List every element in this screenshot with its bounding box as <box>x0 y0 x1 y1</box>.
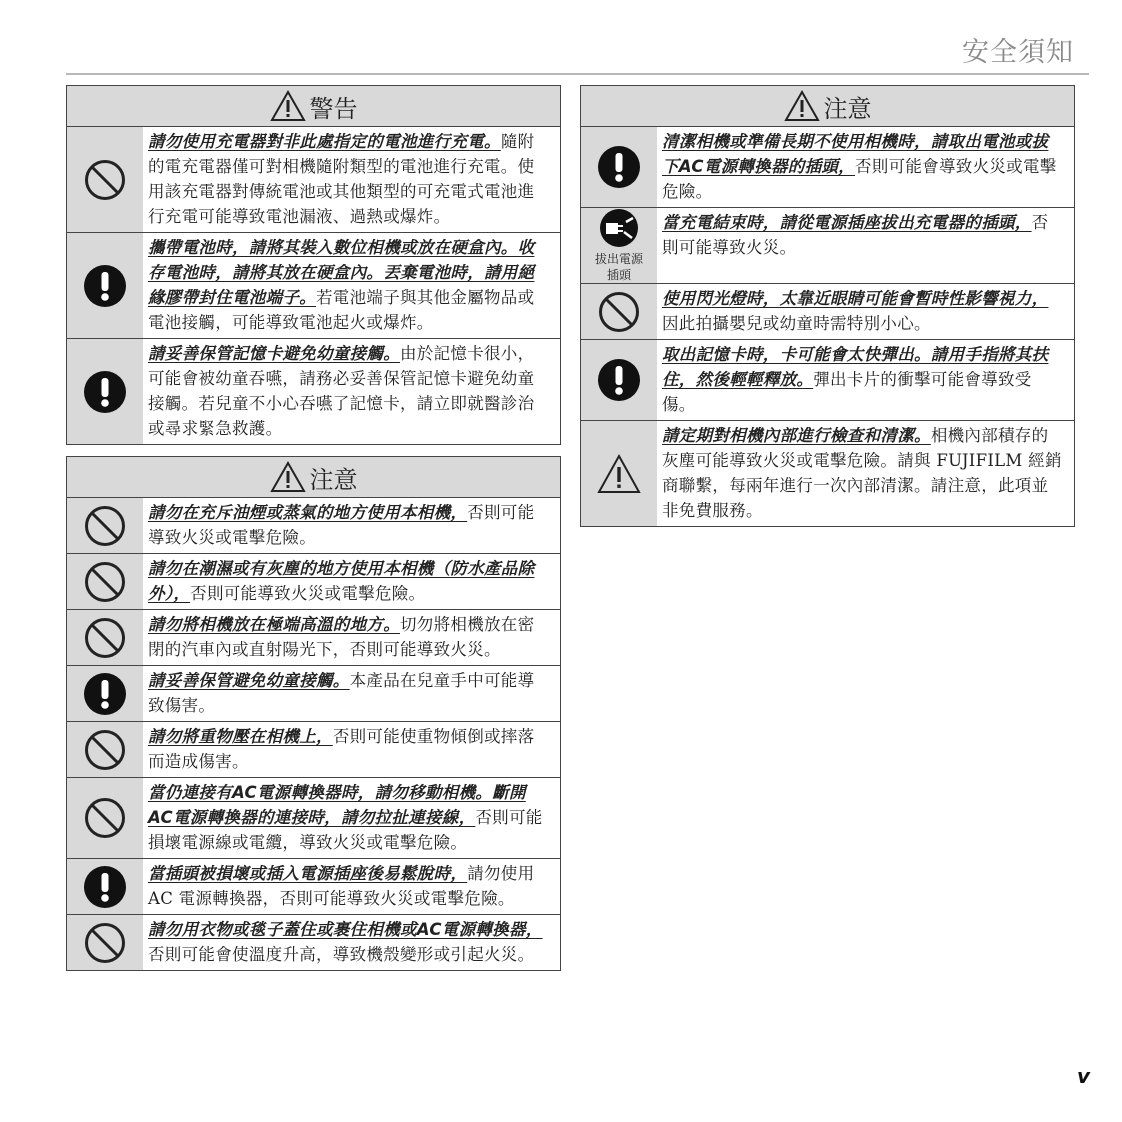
caution-item <box>67 777 560 858</box>
caution-item <box>581 207 1074 283</box>
item-text <box>143 127 560 232</box>
item-icon-cell <box>67 127 143 232</box>
item-text <box>143 666 560 721</box>
item-text <box>143 610 560 665</box>
page-title: 安全須知 <box>962 37 1074 68</box>
item-icon-cell <box>581 127 657 207</box>
item-emphasis: 請勿使用充電器對非此處指定的電池進行充電。 <box>148 132 501 151</box>
mandatory-icon <box>83 370 127 414</box>
item-emphasis: 請妥善保管避免幼童接觸。 <box>148 671 350 690</box>
item-detail: 請勿使用 AC 電源轉換器，否則可能導致火災或電擊危險。 <box>148 864 535 908</box>
item-icon-cell <box>67 859 143 914</box>
item-detail: 否則可能會使溫度升高，導致機殼變形或引起火災。 <box>148 945 535 964</box>
caution-item <box>67 665 560 721</box>
unplug-icon <box>599 208 639 248</box>
item-emphasis: 請勿用衣物或毯子蓋住或裹住相機或AC電源轉換器， <box>148 920 543 939</box>
item-detail: 因此拍攝嬰兒或幼童時需特別小心。 <box>662 314 931 333</box>
caution-item <box>67 232 560 338</box>
caution-item <box>67 609 560 665</box>
caution-item <box>67 498 560 553</box>
item-emphasis: 請勿在潮濕或有灰塵的地方使用本相機（防水產品除外）， <box>148 559 535 603</box>
prohibited-icon <box>83 796 127 840</box>
item-emphasis: 請勿將相機放在極端高溫的地方。 <box>148 615 400 634</box>
item-emphasis: 當充電結束時，請從電源插座拔出充電器的插頭， <box>662 213 1032 232</box>
item-detail: 切勿將相機放在密閉的汽車內或直射陽光下，否則可能導致火災。 <box>148 615 535 659</box>
caution-item <box>581 420 1074 526</box>
item-text <box>657 284 1074 339</box>
prohibited-icon <box>83 728 127 772</box>
item-emphasis: 取出記憶卡時，卡可能會太快彈出。請用手指將其扶住，然後輕輕釋放。 <box>662 345 1049 389</box>
item-text <box>657 421 1074 526</box>
caution-item <box>581 127 1074 207</box>
mandatory-icon <box>83 264 127 308</box>
item-icon-cell <box>581 421 657 526</box>
caution-item <box>67 338 560 444</box>
item-icon-cell <box>581 208 657 283</box>
item-text <box>143 339 560 444</box>
item-text <box>143 233 560 338</box>
item-text <box>657 127 1074 207</box>
item-detail: 否則可能會導致火災或電擊危險。 <box>662 157 1057 201</box>
item-detail: 否則可能使重物傾倒或摔落而造成傷害。 <box>148 727 535 771</box>
warning-triangle-icon <box>270 461 306 493</box>
item-emphasis: 清潔相機或準備長期不使用相機時，請取出電池或拔下AC電源轉換器的插頭， <box>662 132 1049 176</box>
item-detail: 否則可能導致火災或電擊危險。 <box>148 503 535 547</box>
warning-triangle-icon <box>596 453 642 495</box>
item-emphasis: 攜帶電池時，請將其裝入數位相機或放在硬盒內。收存電池時，請將其放在硬盒內。丟棄電池時，請用絕緣膠帶封住電池端子。 <box>148 238 535 307</box>
caution-box-right <box>580 85 1075 527</box>
item-icon-cell <box>67 233 143 338</box>
item-emphasis: 請勿將重物壓在相機上， <box>148 727 333 746</box>
item-emphasis: 請勿在充斥油煙或蒸氣的地方使用本相機， <box>148 503 468 522</box>
item-icon-cell <box>581 284 657 339</box>
item-icon-cell <box>581 340 657 420</box>
mandatory-icon <box>597 145 641 189</box>
item-icon-cell <box>67 554 143 609</box>
warning-box-header <box>67 86 560 127</box>
item-icon-cell <box>67 666 143 721</box>
prohibited-icon <box>83 616 127 660</box>
page-number: v <box>1076 1064 1090 1088</box>
caution-box-left-header <box>67 457 560 498</box>
caution-item <box>67 858 560 914</box>
item-icon-cell <box>67 915 143 970</box>
mandatory-icon <box>597 358 641 402</box>
item-detail: 若電池端子與其他金屬物品或電池接觸，可能導致電池起火或爆炸。 <box>148 288 535 332</box>
item-emphasis: 使用閃光燈時，太靠近眼睛可能會暫時性影響視力， <box>662 289 1049 308</box>
item-icon-cell <box>67 339 143 444</box>
item-detail: 否則可能導致火災或電擊危險。 <box>190 584 426 603</box>
caution-box-left <box>66 456 561 971</box>
warning-box-title: 警告 <box>309 94 358 123</box>
caution-box-right-title: 注意 <box>823 94 872 123</box>
item-emphasis: 請定期對相機內部進行檢查和清潔。 <box>662 426 931 445</box>
icon-caption: 拔出電源插頭 <box>594 252 643 282</box>
mandatory-icon <box>83 865 127 909</box>
prohibited-icon <box>83 560 127 604</box>
caution-item <box>67 553 560 609</box>
item-emphasis: 當插頭被損壞或插入電源插座後易鬆脫時， <box>148 864 468 883</box>
item-detail: 隨附的電充電器僅可對相機隨附類型的電池進行充電。使用該充電器對傳統電池或其他類型的可充電式電池進行充電可能導致電池漏液、過熱或爆炸。 <box>148 132 535 226</box>
item-detail: 否則可能損壞電源線或電纜，導致火災或電擊危險。 <box>148 808 543 852</box>
prohibited-icon <box>83 921 127 965</box>
item-detail: 由於記憶卡很小，可能會被幼童吞嚥，請務必妥善保管記憶卡避免幼童接觸。若兒童不小心吞嚥了記憶卡，請立即就醫診治或尋求緊急救護。 <box>148 344 535 438</box>
title-divider <box>66 73 1089 75</box>
prohibited-icon <box>597 290 641 334</box>
mandatory-icon <box>83 672 127 716</box>
item-icon-cell <box>67 778 143 858</box>
caution-item <box>67 914 560 970</box>
item-emphasis: 請妥善保管記憶卡避免幼童接觸。 <box>148 344 400 363</box>
item-text <box>143 554 560 609</box>
item-text <box>657 340 1074 420</box>
warning-box <box>66 85 561 445</box>
caution-item <box>67 127 560 232</box>
item-icon-cell <box>67 610 143 665</box>
caution-item <box>581 283 1074 339</box>
item-text <box>657 208 1074 283</box>
warning-triangle-icon <box>784 90 820 122</box>
item-text <box>143 915 560 970</box>
caution-box-right-header <box>581 86 1074 127</box>
caution-box-left-title: 注意 <box>309 465 358 494</box>
caution-item <box>581 339 1074 420</box>
warning-triangle-icon <box>270 90 306 122</box>
prohibited-icon <box>83 158 127 202</box>
item-emphasis: 當仍連接有AC電源轉換器時，請勿移動相機。斷開AC電源轉換器的連接時，請勿拉扯連接線， <box>148 783 526 827</box>
prohibited-icon <box>83 504 127 548</box>
item-detail: 相機內部積存的灰塵可能導致火災或電擊危險。請與 FUJIFILM 經銷商聯繫，每兩年進行一次內部清潔。請注意，此項並非免費服務。 <box>662 426 1062 520</box>
caution-item <box>67 721 560 777</box>
item-detail: 本產品在兒童手中可能導致傷害。 <box>148 671 535 715</box>
item-text <box>143 859 560 914</box>
item-icon-cell <box>67 498 143 553</box>
item-text <box>143 498 560 553</box>
item-icon-cell <box>67 722 143 777</box>
item-text <box>143 722 560 777</box>
item-text <box>143 778 560 858</box>
item-detail: 彈出卡片的衝擊可能會導致受傷。 <box>662 370 1032 414</box>
item-detail: 否則可能導致火災。 <box>662 213 1049 257</box>
